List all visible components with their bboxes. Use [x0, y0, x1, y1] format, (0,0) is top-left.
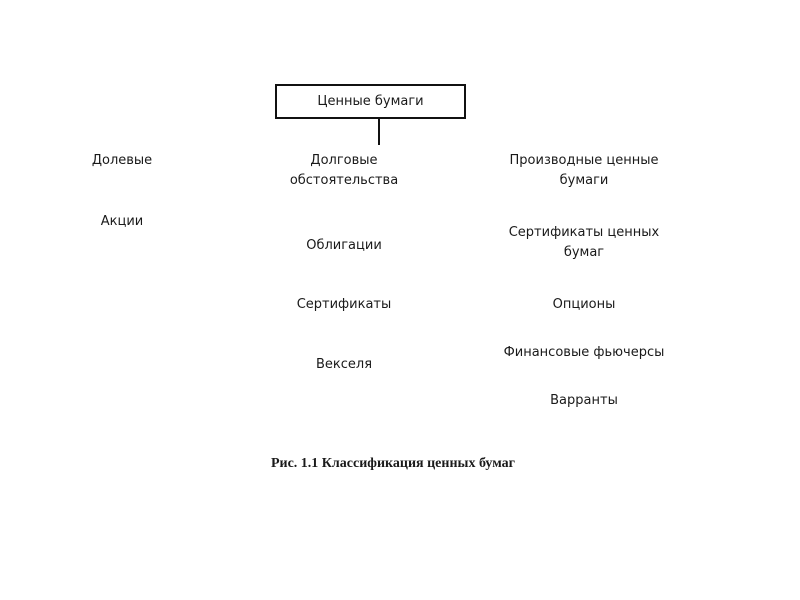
- derivatives-item-warrants-label: Варранты: [550, 393, 618, 408]
- derivatives-item-futures-label: Финансовые фьючерсы: [503, 345, 665, 360]
- branch-derivatives-title-line-1: Производные ценные: [509, 153, 659, 168]
- derivatives-item-futures: [484, 343, 684, 363]
- debt-item-bonds-label: Облигации: [306, 238, 382, 253]
- derivatives-item-warrants: [484, 391, 684, 411]
- derivatives-item-options: [484, 295, 684, 315]
- branch-equity-title: [72, 151, 172, 171]
- figure-caption: Рис. 1.1 Классификация ценных бумаг: [270, 456, 516, 471]
- equity-item-shares-label: Акции: [100, 214, 144, 229]
- debt-item-bills: [264, 355, 424, 375]
- equity-item-shares: [72, 212, 172, 232]
- branch-derivatives-title: [484, 151, 684, 191]
- debt-item-certificates-label: Сертификаты: [296, 297, 392, 312]
- debt-item-bonds: [264, 236, 424, 256]
- derivatives-item-security-certificates-line-1: Сертификаты ценных: [508, 225, 660, 240]
- branch-debt-title: [264, 151, 424, 191]
- branch-debt-title-line-2: обстоятельства: [289, 173, 399, 188]
- root-connector-line: [378, 119, 380, 145]
- branch-equity-title-line-1: Долевые: [91, 153, 153, 168]
- root-node-box: [275, 84, 466, 119]
- derivatives-item-security-certificates-line-2: бумаг: [563, 245, 605, 260]
- branch-debt-title-line-1: Долговые: [310, 153, 378, 168]
- debt-item-bills-label: Векселя: [315, 357, 373, 372]
- branch-derivatives-title-line-2: бумаги: [559, 173, 609, 188]
- debt-item-certificates: [264, 295, 424, 315]
- derivatives-item-options-label: Опционы: [552, 297, 616, 312]
- root-node-label: Ценные бумаги: [317, 94, 424, 109]
- derivatives-item-security-certificates: [484, 223, 684, 263]
